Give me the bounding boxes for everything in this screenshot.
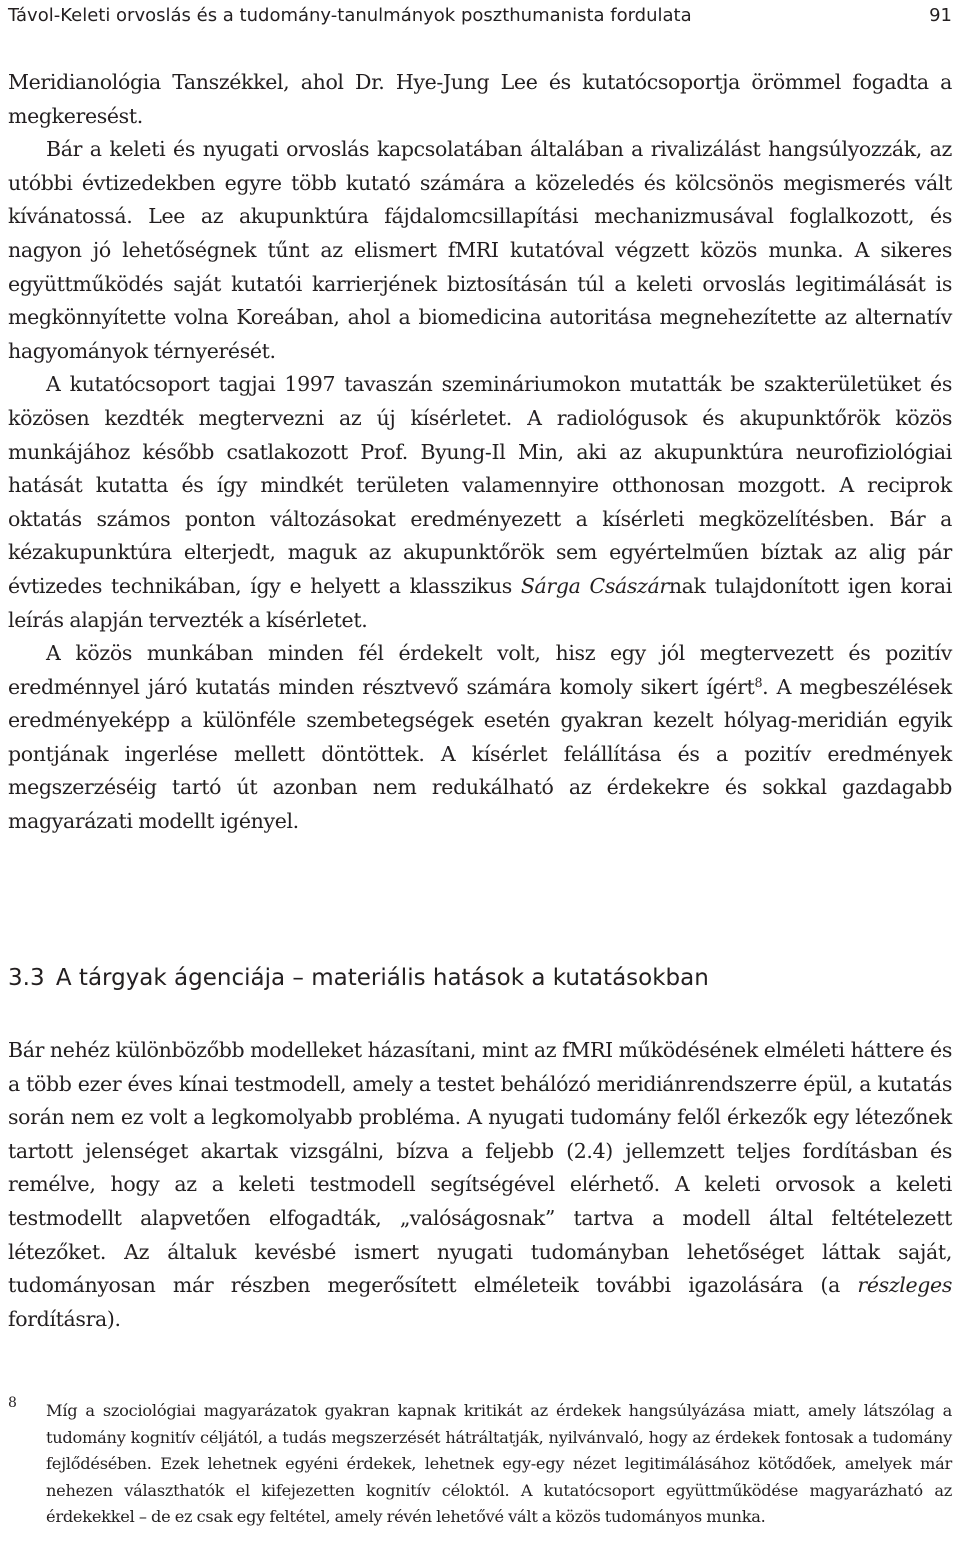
section-title: A tárgyak ágenciája – materiális hatások a kutatásokban	[55, 965, 709, 991]
footnote	[8, 1395, 952, 1531]
emphasis: Sárga Császár	[520, 573, 669, 598]
page-number: 91	[929, 5, 952, 26]
paragraph: Meridianológia Tanszékkel, ahol Dr. Hye-Jung Lee és kutatócsoportja örömmel fogadta a megkeresést.	[8, 70, 952, 128]
paragraph	[8, 637, 952, 839]
section-heading	[8, 962, 952, 994]
footnote-mark: 8	[8, 1395, 17, 1411]
text-run: . A megbeszélések eredményeképp a különféle szembetegségek esetén gyakran kezelt hólyag-meridián egyik pontjának ingerlése mellett döntöttek. A kísérlet felállítása és a pozitív eredmények megszerzéséig tartó út azonban nem redukálható az érdekekre és sokkal gazdagabb magyarázati modellt igényel.	[8, 674, 952, 834]
paragraph	[8, 1034, 952, 1336]
section-body-1	[8, 66, 952, 839]
text-run: Bár nehéz különbözőbb modelleket házasítani, mint az fMRI működésének elméleti háttere és a több ezer éves kínai testmodell, amely a testet behálózó meridiánrendszerre épül, a kutatás során nem ez volt a legkomolyabb probléma. A nyugati tudomány felől érkezők egy létezőnek tartott jelenséget akartak vizsgálni, bízva a feljebb (2.4) jellemzett teljes fordításban és remélve, hogy az a keleti testmodell segítségével elérhető. A keleti orvosok a keleti testmodellt alapvetően elfogadták, „valóságosnak” tartva a modell által feltételezett létezőket. Az általuk kevésbé ismert nyugati tudományban lehetőséget láttak saját, tudományosan már részben megerősített elméleteik további igazolására (a	[8, 1038, 952, 1298]
footnote-reference[interactable]: 8	[754, 674, 763, 690]
footnote-text: Míg a szociológiai magyarázatok gyakran kapnak kritikát az érdekek hangsúlyázása miatt, amely látszólag a tudomány kognitív céljától, a tudás megszerzését hátráltatják, nyilvánvaló, hogy az érdekek fontosak a tudomány fejlődésében. Ezek lehetnek egyéni érdekek, lehetnek egy-egy nézet legitimálásához kötődőek, amelyek már nehezen választhatók el kifejezetten kognitív céloktól. A kutatócsoport együttműködése magyarázható az érdekekkel – de ez csak egy feltétel, amely révén lehetővé vált a közös tudományos munka.	[46, 1401, 952, 1527]
text-run: A kutatócsoport tagjai 1997 tavaszán szemináriumokon mutatták be szakterületüket és közösen kezdték megtervezni az új kísérletet. A radiológusok és akupunktőrök közös munkájához később csatlakozott Prof. Byung-Il Min, aki az akupunktúra neurofiziológiai hatását kutatta és így mindkét területen valamennyire otthonosan mozgott. A reciprok oktatás számos ponton változásokat eredményezett a kísérleti megközelítésben. Bár a kézakupunktúra elterjedt, maguk az akupunktőrök sem egyértelműen bíztak az alig pár évtizedes technikában, így e helyett a klasszikus	[8, 372, 952, 598]
running-header	[8, 4, 952, 28]
text-run: nak tulajdonított igen korai leírás alapján tervezték a kísérletet.	[8, 573, 953, 632]
text-run: A közös munkában minden fél érdekelt volt, hisz egy jól megtervezett és pozitív eredménnyel járó kutatás minden résztvevő számára komoly sikert ígért	[8, 641, 952, 699]
section-body-2	[8, 1034, 952, 1336]
text-run: fordításra).	[8, 1306, 121, 1331]
emphasis: részleges	[857, 1273, 952, 1298]
running-title: Távol-Keleti orvoslás és a tudomány-tanulmányok poszthumanista fordulata	[8, 5, 692, 26]
paragraph	[8, 368, 952, 637]
section-number: 3.3	[8, 965, 45, 991]
paragraph: Bár a keleti és nyugati orvoslás kapcsolatában általában a rivalizálást hangsúlyozzák, az utóbbi évtizedekben egyre több kutató számára a közeledés és kölcsönös megismerés vált kívánatossá. Lee az akupunktúra fájdalomcsillapítási mechanizmusával foglalkozott, és nagyon jó lehetőségnek tűnt az elismert fMRI kutatóval végzett közös munka. A sikeres együttműködés saját kutatói karrierjének biztosításán túl a keleti orvoslás legitimálását is megkönnyítette volna Koreában, ahol a biomedicina autoritása megnehezítette az alternatív hagyományok térnyerését.	[8, 137, 952, 363]
